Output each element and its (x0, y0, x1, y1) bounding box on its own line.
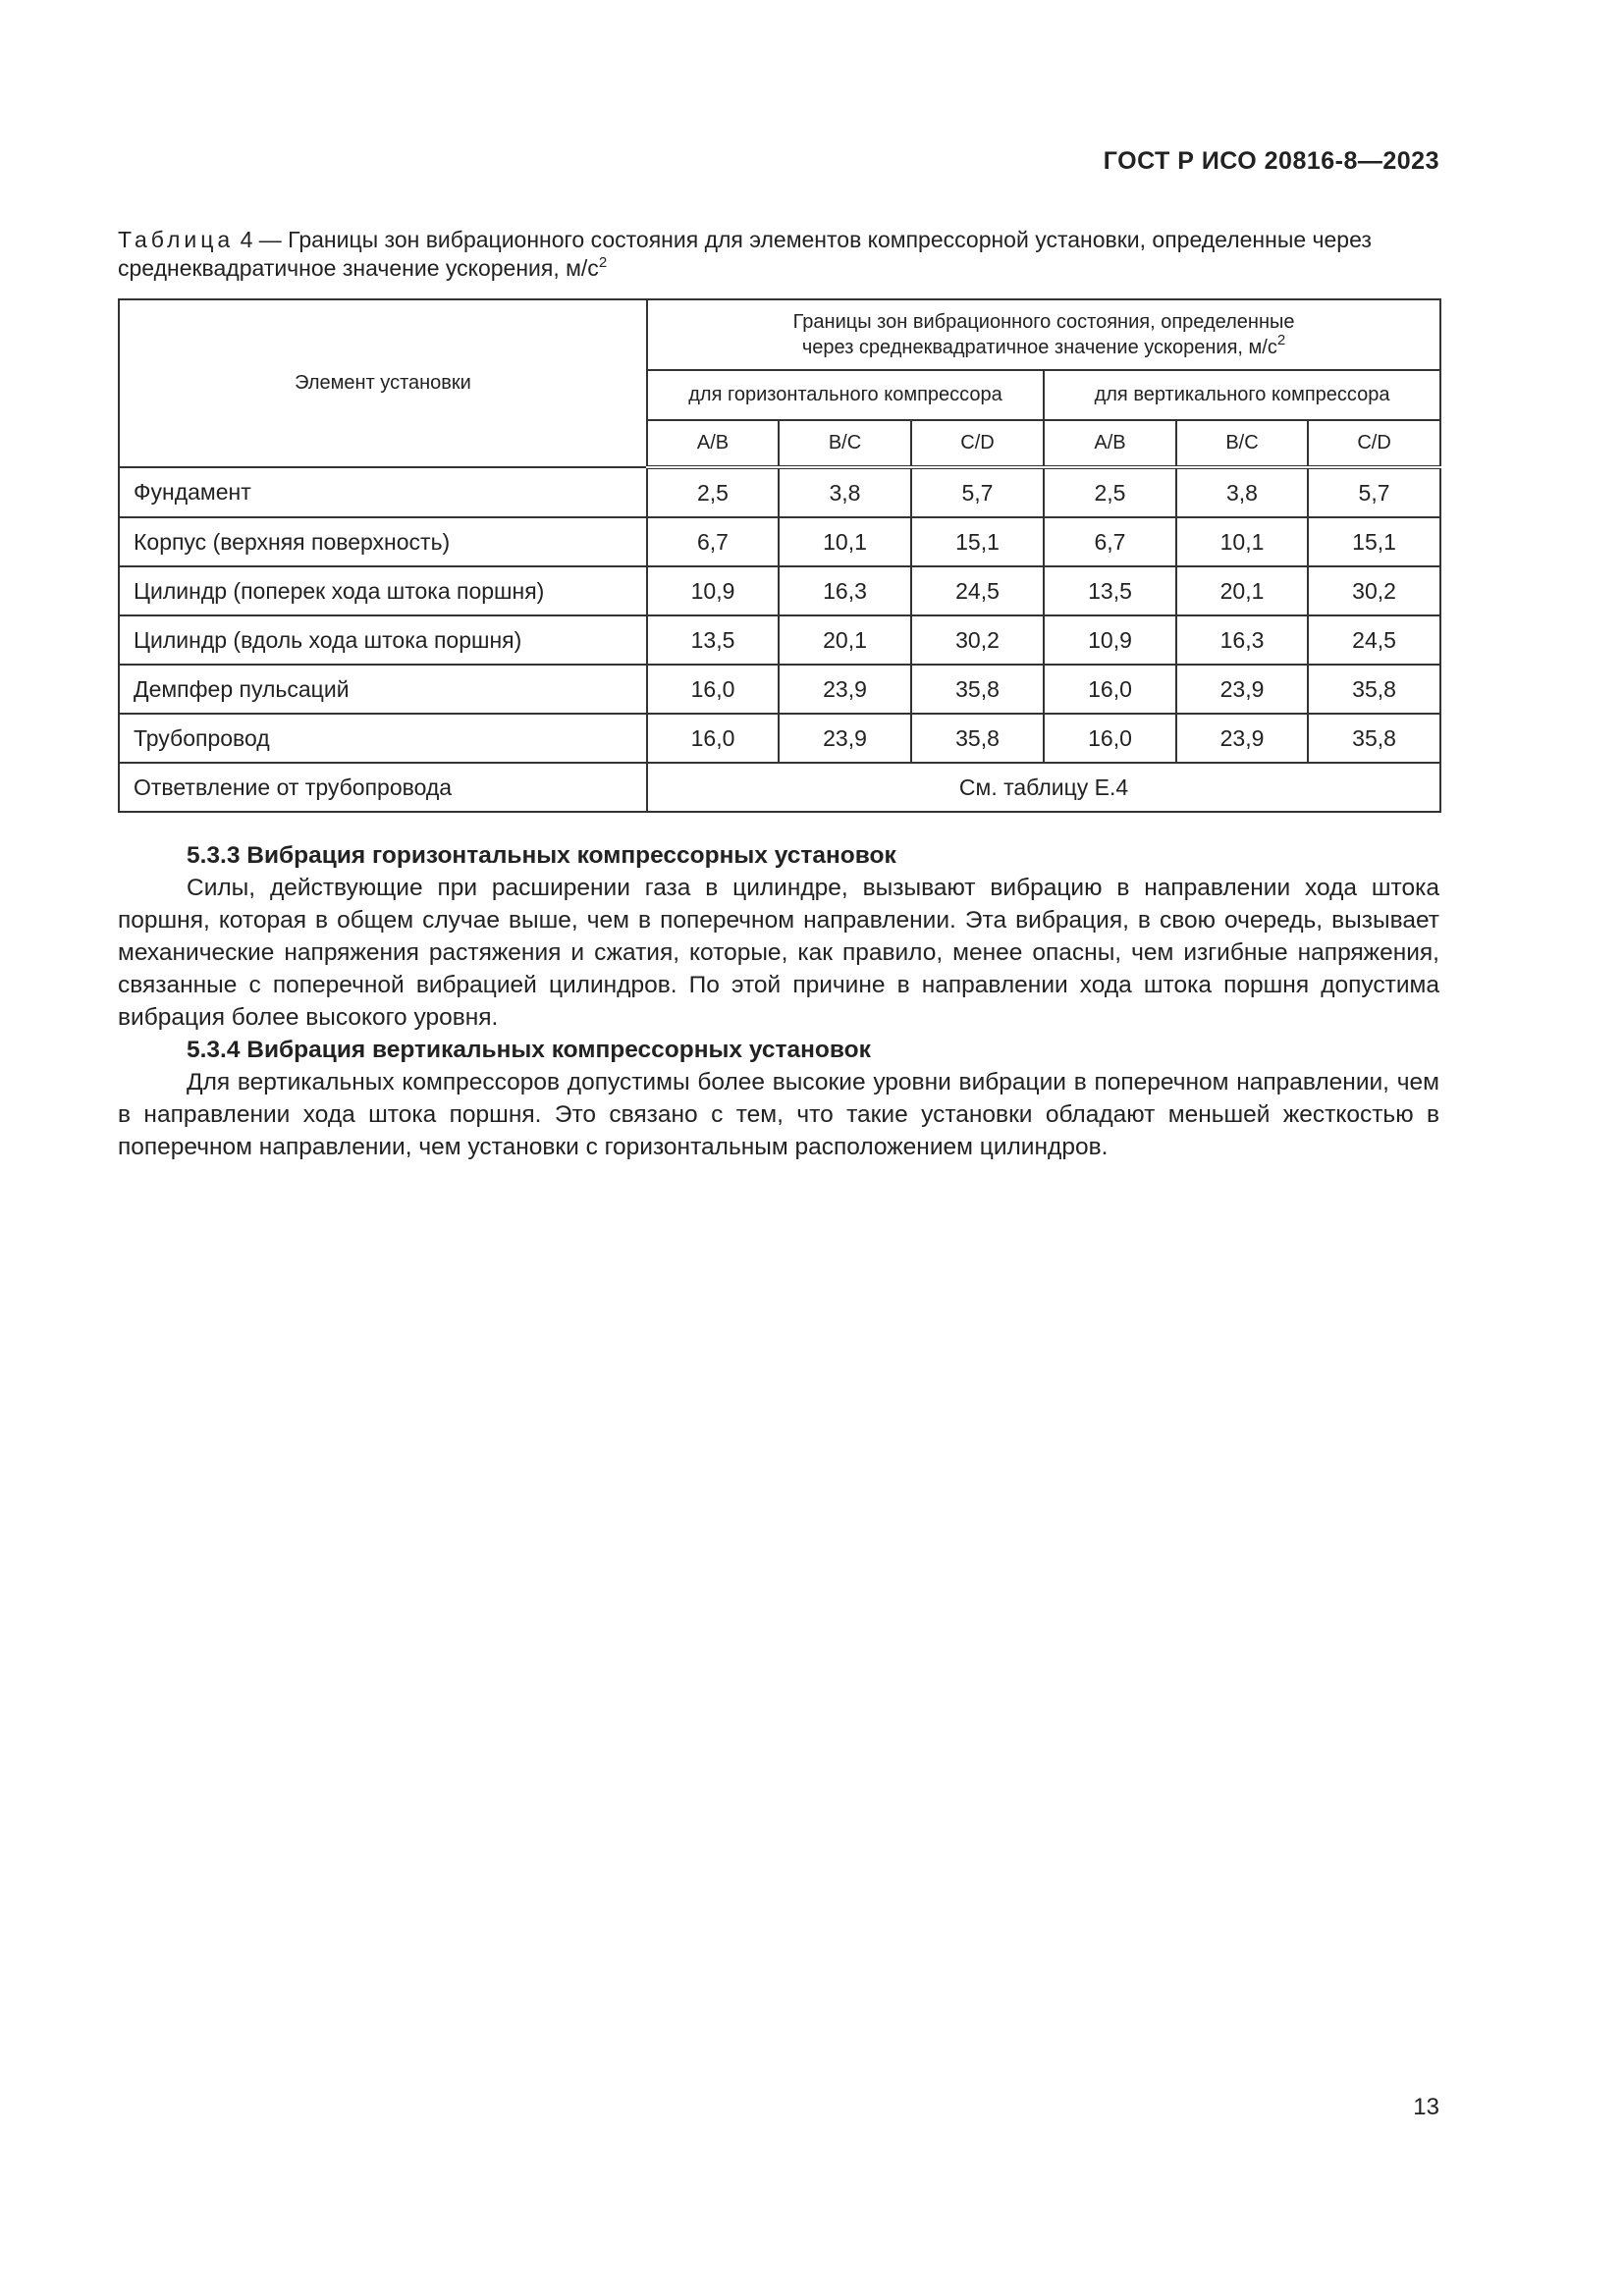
horizontal-compressor-header: для горизонтального компрессора (647, 370, 1044, 420)
table-cell: 30,2 (911, 615, 1044, 665)
table-cell: 16,3 (1176, 615, 1308, 665)
table-cell: 2,5 (647, 467, 779, 517)
section-paragraph: Силы, действующие при расширении газа в цилиндре, вызывают вибрацию в направлении хода штока поршня, которая в общем случае выше, чем в поперечном направлении. Эта вибрация, в свою очередь, вызывает механические напряжения растяжения и сжатия, которые, как правило, менее опасны, чем изгибные напряжения, связанные с поперечной вибрацией цилиндров. По этой причине в направлении хода штока поршня допустима вибрация более высокого уровня. (118, 875, 1439, 1031)
element-column-header: Элемент установки (119, 299, 647, 467)
row-element: Ответвление от трубопровода (119, 763, 647, 812)
table-cell: 6,7 (647, 517, 779, 566)
table-row (119, 615, 1440, 665)
table-cell: 35,8 (1308, 714, 1440, 763)
table-cell: 20,1 (1176, 566, 1308, 615)
table-cell: 30,2 (1308, 566, 1440, 615)
zone-header-horizontal-cd: C/D (911, 420, 1044, 467)
table-row (119, 566, 1440, 615)
table-cell: 15,1 (911, 517, 1044, 566)
zone-header-vertical-ab: A/B (1044, 420, 1176, 467)
table-cell: 24,5 (911, 566, 1044, 615)
zone-header-vertical-cd: C/D (1308, 420, 1440, 467)
table-caption-text: 4 — Границы зон вибрационного состояния для элементов компрессорной установки, определенные через среднеквадратичное значение ускорения, м/с (118, 227, 1372, 281)
zone-group-header-line2: через среднеквадратичное значение ускорения, м/с (801, 337, 1277, 358)
table-caption-prefix: Таблица (118, 227, 235, 252)
table-cell: 2,5 (1044, 467, 1176, 517)
section-title: 5.3.3 Вибрация горизонтальных компрессорных установок (187, 842, 896, 869)
document-header: ГОСТ Р ИСО 20816-8—2023 (1103, 147, 1439, 175)
section-paragraph: Для вертикальных компрессоров допустимы более высокие уровни вибрации в поперечном направлении, чем в направлении хода штока поршня. Это связано с тем, что такие установки обладают меньшей жесткостью в поперечном направлении, чем установки с горизонтальным расположением цилиндров. (118, 1069, 1439, 1160)
row-element: Корпус (верхняя поверхность) (119, 517, 647, 566)
row-element: Цилиндр (вдоль хода штока поршня) (119, 615, 647, 665)
zone-header-horizontal-ab: A/B (647, 420, 779, 467)
table-cell: 23,9 (779, 714, 911, 763)
table-cell: 16,3 (779, 566, 911, 615)
zone-group-header-line1: Границы зон вибрационного состояния, определенные (792, 311, 1295, 333)
page-number: 13 (1413, 2094, 1439, 2120)
section-title: 5.3.4 Вибрация вертикальных компрессорных установок (187, 1037, 871, 1063)
reference-note-cell: См. таблицу Е.4 (647, 763, 1440, 812)
section-5-3-4 (118, 1034, 1439, 1163)
table-cell: 23,9 (1176, 714, 1308, 763)
row-element: Трубопровод (119, 714, 647, 763)
table-cell: 10,9 (647, 566, 779, 615)
table-cell: 5,7 (911, 467, 1044, 517)
table-row (119, 665, 1440, 714)
table-row (119, 763, 1440, 812)
row-element: Фундамент (119, 467, 647, 517)
section-5-3-3 (118, 839, 1439, 1034)
table-caption (118, 226, 1439, 283)
table-cell: 15,1 (1308, 517, 1440, 566)
table-cell: 3,8 (1176, 467, 1308, 517)
table-cell: 16,0 (647, 665, 779, 714)
table-cell: 10,1 (1176, 517, 1308, 566)
table-cell: 13,5 (647, 615, 779, 665)
table-cell: 5,7 (1308, 467, 1440, 517)
zone-header-vertical-bc: B/C (1176, 420, 1308, 467)
row-element: Цилиндр (поперек хода штока поршня) (119, 566, 647, 615)
zone-header-horizontal-bc: B/C (779, 420, 911, 467)
table-cell: 10,1 (779, 517, 911, 566)
table-cell: 16,0 (647, 714, 779, 763)
table-cell: 20,1 (779, 615, 911, 665)
table-cell: 16,0 (1044, 714, 1176, 763)
table-cell: 23,9 (779, 665, 911, 714)
table-cell: 6,7 (1044, 517, 1176, 566)
table-row (119, 517, 1440, 566)
zone-group-header-sup: 2 (1276, 332, 1286, 348)
table-row (119, 467, 1440, 517)
row-element: Демпфер пульсаций (119, 665, 647, 714)
table-cell: 23,9 (1176, 665, 1308, 714)
zone-group-header (647, 299, 1440, 370)
table-cell: 35,8 (911, 714, 1044, 763)
table-cell: 24,5 (1308, 615, 1440, 665)
table-cell: 3,8 (779, 467, 911, 517)
table-cell: 10,9 (1044, 615, 1176, 665)
table-caption-sup: 2 (598, 254, 608, 271)
table-row (119, 714, 1440, 763)
table-cell: 35,8 (1308, 665, 1440, 714)
table-cell: 13,5 (1044, 566, 1176, 615)
vibration-zones-table (118, 298, 1441, 813)
vertical-compressor-header: для вертикального компрессора (1044, 370, 1440, 420)
table-cell: 35,8 (911, 665, 1044, 714)
table-cell: 16,0 (1044, 665, 1176, 714)
